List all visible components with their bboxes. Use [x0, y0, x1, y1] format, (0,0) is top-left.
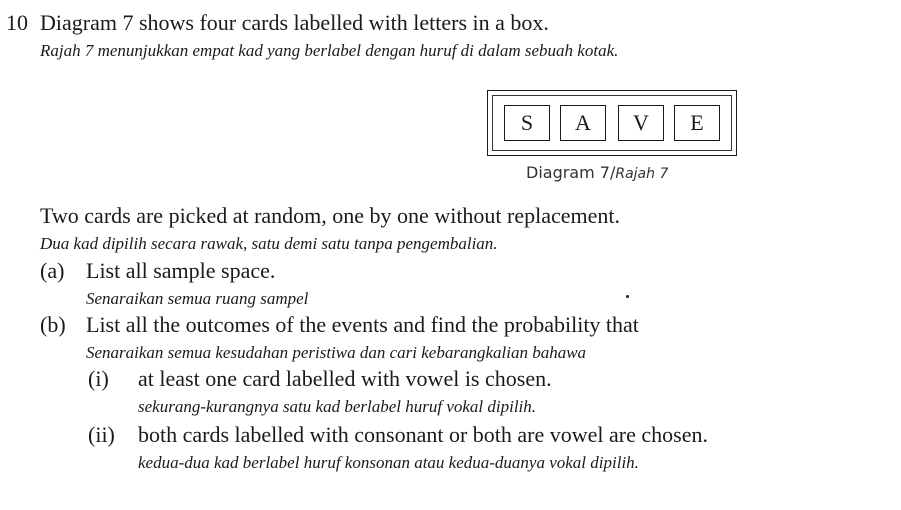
part-b-ii-label: (ii)	[88, 422, 115, 447]
diagram-caption	[526, 163, 668, 184]
part-b-i-english: at least one card labelled with vowel is chosen.	[138, 366, 552, 391]
setup-malay: Dua kad dipilih secara rawak, satu demi satu tanpa pengembalian.	[40, 234, 498, 253]
part-b-english: List all the outcomes of the events and find the probability that	[86, 312, 639, 337]
part-b-label: (b)	[40, 312, 66, 337]
setup-english: Two cards are picked at random, one by one without replacement.	[40, 203, 621, 228]
part-b-malay: Senaraikan semua kesudahan peristiwa dan cari kebarangkalian bahawa	[86, 343, 587, 362]
part-b-i-label: (i)	[88, 366, 109, 391]
question-stem-malay: Rajah 7 menunjukkan empat kad yang berlabel dengan huruf di dalam sebuah kotak.	[40, 41, 619, 60]
part-a-english: List all sample space.	[86, 258, 276, 283]
part-a-label: (a)	[40, 258, 65, 283]
caption-malay: Rajah 7	[615, 166, 669, 182]
diagram-7-box	[487, 90, 737, 156]
part-b-i-malay: sekurang-kurangnya satu kad berlabel huruf vokal dipilih.	[138, 397, 537, 416]
part-a-malay: Senaraikan semua ruang sampel	[86, 289, 309, 308]
card-v: V	[618, 105, 664, 141]
part-b-ii-english: both cards labelled with consonant or both are vowel are chosen.	[138, 422, 708, 447]
card-e: E	[674, 105, 720, 141]
card-s: S	[504, 105, 550, 141]
scan-speck	[626, 295, 629, 298]
caption-english: Diagram 7/	[526, 163, 616, 182]
question-stem-english: Diagram 7 shows four cards labelled with letters in a box.	[40, 10, 549, 35]
question-number: 10	[6, 10, 28, 35]
card-a: A	[560, 105, 606, 141]
part-b-ii-malay: kedua-dua kad berlabel huruf konsonan atau kedua-duanya vokal dipilih.	[138, 453, 639, 472]
